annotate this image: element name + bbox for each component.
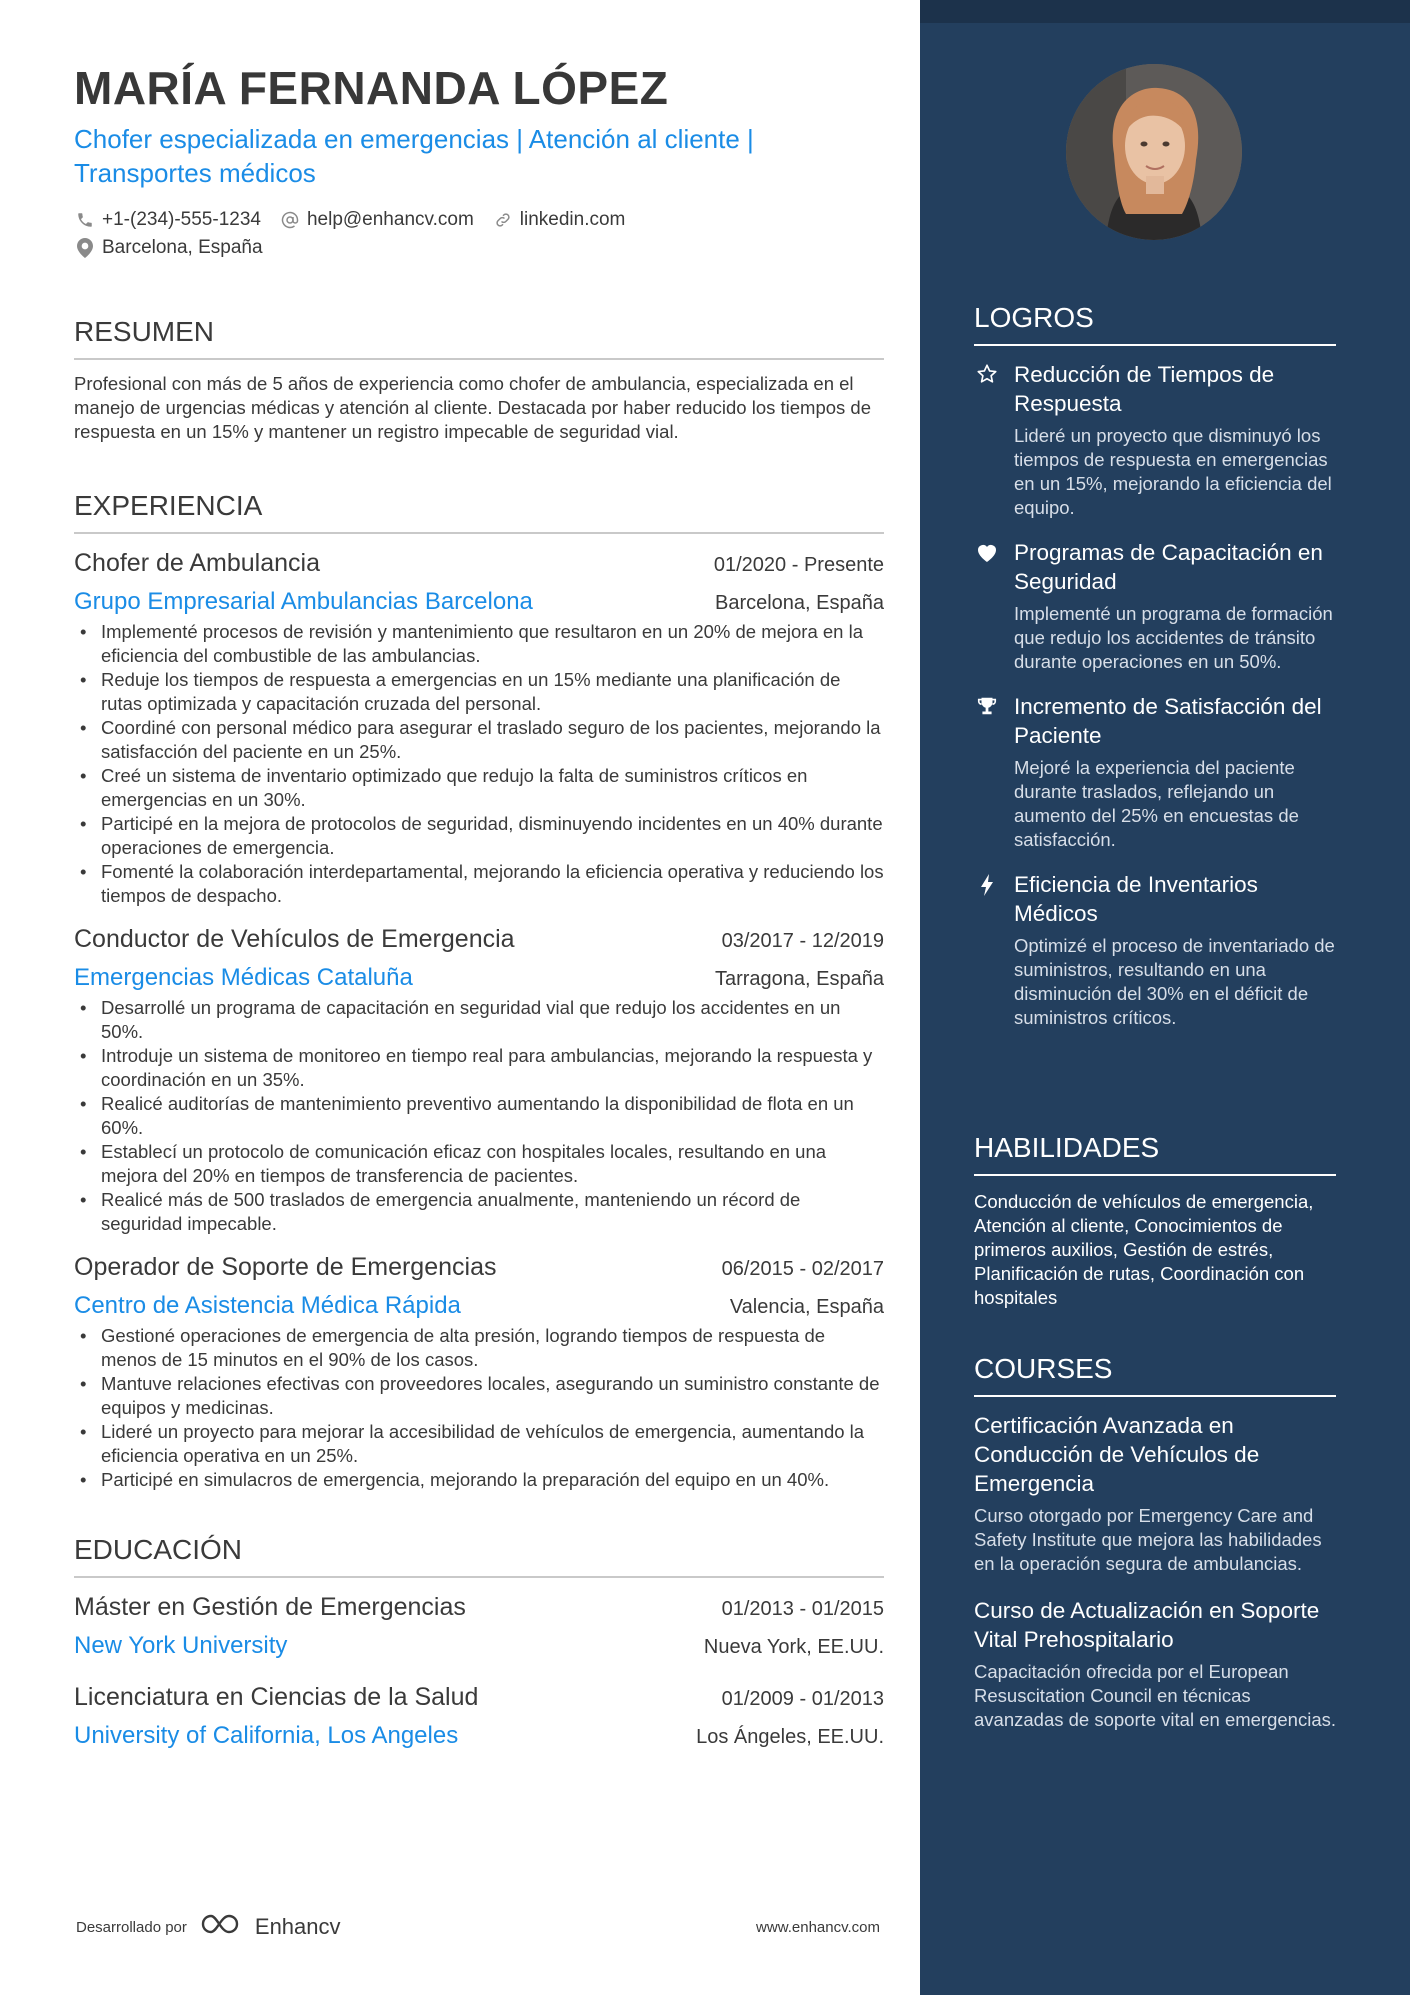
bullet-item: • Participé en simulacros de emergencia, mejorando la preparación del equipo en un 40%. <box>74 1468 884 1492</box>
sidebar-top-bar <box>920 0 1410 23</box>
enhancv-logo-icon <box>199 1912 245 1942</box>
linkedin-text: linkedin.com <box>519 209 626 230</box>
candidate-name: MARÍA FERNANDA LÓPEZ <box>74 62 669 114</box>
phone-icon <box>74 209 96 231</box>
job-location: Tarragona, España <box>714 968 884 990</box>
location-pin-icon <box>74 237 96 259</box>
sidebar <box>920 0 1410 1995</box>
heart-icon <box>974 538 1000 674</box>
link-icon <box>492 209 514 231</box>
education-entry <box>74 1680 884 1752</box>
job-entry <box>74 546 884 908</box>
course-item <box>974 1411 1336 1576</box>
job-company: Grupo Empresarial Ambulancias Barcelona <box>74 588 533 615</box>
bullet-item: • Realicé auditorías de mantenimiento preventivo aumentando la disponibilidad de flota en un 60%. <box>74 1092 884 1140</box>
contact-location <box>74 234 263 262</box>
star-icon <box>974 360 1000 520</box>
edu-school: University of California, Los Angeles <box>74 1722 459 1749</box>
achievement-item <box>974 870 1336 1030</box>
edu-degree: Máster en Gestión de Emergencias <box>74 1593 466 1621</box>
job-company: Emergencias Médicas Cataluña <box>74 964 413 991</box>
brand-name: Enhancv <box>254 1914 341 1939</box>
course-title: Curso de Actualización en Soporte Vital Prehospitalario <box>974 1598 1320 1652</box>
job-entry <box>74 922 884 1236</box>
email-text: help@enhancv.com <box>306 209 474 230</box>
summary-text: Profesional con más de 5 años de experiencia como chofer de ambulancia, especializada en el manejo de urgencias médicas y atención al cliente. Destacada por haber reducido los tiempos de respuesta en un 15% y mantener un registro impecable de seguridad vial. <box>74 373 871 442</box>
edu-location: Nueva York, EE.UU. <box>703 1636 884 1658</box>
edu-location: Los Ángeles, EE.UU. <box>696 1726 884 1748</box>
achievement-title: Incremento de Satisfacción del Paciente <box>1014 694 1322 748</box>
website-link[interactable]: www.enhancv.com <box>756 1918 880 1936</box>
footer <box>76 1912 880 1942</box>
contact-info <box>74 206 884 262</box>
courses-section <box>974 1351 1336 1752</box>
achievement-title: Eficiencia de Inventarios Médicos <box>1014 872 1258 926</box>
bullet-item: • Establecí un protocolo de comunicación eficaz con hospitales locales, resultando en una mejora del 20% en tiempos de transferencia de pacientes. <box>74 1140 884 1188</box>
achievement-desc: Optimizé el proceso de inventariado de suministros, resultando en una disminución del 30% en el déficit de suministros críticos. <box>1014 935 1335 1028</box>
candidate-title: Chofer especializada en emergencias | Atención al cliente | Transportes médicos <box>74 124 754 188</box>
experience-heading: EXPERIENCIA <box>74 488 884 534</box>
job-date: 01/2020 - Presente <box>713 554 884 576</box>
bullet-item: • Reduje los tiempos de respuesta a emergencias en un 15% mediante una planificación de rutas optimizada y capacitación cruzada del personal. <box>74 668 884 716</box>
achievement-desc: Lideré un proyecto que disminuyó los tiempos de respuesta en emergencias en un 15%, mejorando la eficiencia del equipo. <box>1014 425 1332 518</box>
location-text: Barcelona, España <box>102 237 263 258</box>
course-desc: Capacitación ofrecida por el European Resuscitation Council en técnicas avanzadas de soporte vital en emergencias. <box>974 1661 1336 1730</box>
bullet-item: • Lideré un proyecto para mejorar la accesibilidad de vehículos de emergencia, aumentando la eficiencia operativa en un 25%. <box>74 1420 884 1468</box>
bullet-item: • Realicé más de 500 traslados de emergencia anualmente, manteniendo un récord de seguridad impecable. <box>74 1188 884 1236</box>
bullet-item: • Implementé procesos de revisión y mantenimiento que resultaron en un 20% de mejora en la eficiencia del combustible de las ambulancias. <box>74 620 884 668</box>
achievements-section <box>974 300 1336 1048</box>
job-role: Operador de Soporte de Emergencias <box>74 1253 497 1281</box>
at-icon <box>279 209 301 231</box>
job-company: Centro de Asistencia Médica Rápida <box>74 1292 461 1319</box>
trophy-icon <box>974 692 1000 852</box>
bullet-item: • Mantuve relaciones efectivas con proveedores locales, asegurando un suministro constante de equipos y medicinas. <box>74 1372 884 1420</box>
achievement-desc: Implementé un programa de formación que redujo los accidentes de tránsito durante operaciones en un 50%. <box>1014 603 1333 672</box>
job-date: 03/2017 - 12/2019 <box>721 930 884 952</box>
job-role: Chofer de Ambulancia <box>74 549 320 577</box>
achievement-title: Reducción de Tiempos de Respuesta <box>1014 362 1275 416</box>
job-role: Conductor de Vehículos de Emergencia <box>74 925 515 953</box>
education-section <box>74 1532 884 1752</box>
phone-text: +1-(234)-555-1234 <box>102 209 261 230</box>
summary-heading: RESUMEN <box>74 314 884 360</box>
job-bullets <box>74 996 884 1236</box>
education-entry <box>74 1590 884 1662</box>
contact-linkedin[interactable] <box>492 206 626 234</box>
bullet-item: • Coordiné con personal médico para asegurar el traslado seguro de los pacientes, mejorando la satisfacción del paciente en un 25%. <box>74 716 884 764</box>
bullet-item: • Participé en la mejora de protocolos de seguridad, disminuyendo incidentes en un 40% durante operaciones de emergencia. <box>74 812 884 860</box>
powered-by-text: Desarrollado por <box>76 1918 187 1936</box>
bullet-item: • Fomenté la colaboración interdepartamental, mejorando la eficiencia operativa y reduciendo los tiempos de despacho. <box>74 860 884 908</box>
job-date: 06/2015 - 02/2017 <box>721 1258 884 1280</box>
achievement-desc: Mejoré la experiencia del paciente durante traslados, reflejando un aumento del 25% en encuestas de satisfacción. <box>1014 757 1299 850</box>
achievement-item <box>974 692 1336 852</box>
achievements-heading: LOGROS <box>974 300 1336 346</box>
experience-section <box>74 488 884 1492</box>
course-desc: Curso otorgado por Emergency Care and Safety Institute que mejora las habilidades en la operación segura de ambulancias. <box>974 1505 1322 1574</box>
bolt-icon <box>974 870 1000 1030</box>
job-bullets <box>74 1324 884 1492</box>
bullet-item: • Creé un sistema de inventario optimizado que redujo la falta de suministros críticos en emergencias en un 30%. <box>74 764 884 812</box>
bullet-item: • Desarrollé un programa de capacitación en seguridad vial que redujo los accidentes en un 50%. <box>74 996 884 1044</box>
education-heading: EDUCACIÓN <box>74 1532 884 1578</box>
summary-section <box>74 314 884 444</box>
contact-phone[interactable] <box>74 206 261 234</box>
bullet-item: • Gestioné operaciones de emergencia de alta presión, logrando tiempos de respuesta de menos de 15 minutos en el 90% de los casos. <box>74 1324 884 1372</box>
profile-photo <box>1066 64 1242 240</box>
skills-section <box>974 1130 1336 1310</box>
course-item <box>974 1596 1336 1732</box>
edu-degree: Licenciatura en Ciencias de la Salud <box>74 1683 479 1711</box>
achievement-item <box>974 538 1336 674</box>
job-entry <box>74 1250 884 1492</box>
job-bullets <box>74 620 884 908</box>
contact-email[interactable] <box>279 206 474 234</box>
job-location: Barcelona, España <box>714 592 884 614</box>
skills-heading: HABILIDADES <box>974 1130 1336 1176</box>
edu-date: 01/2009 - 01/2013 <box>721 1688 884 1710</box>
edu-date: 01/2013 - 01/2015 <box>721 1598 884 1620</box>
bullet-item: • Introduje un sistema de monitoreo en tiempo real para ambulancias, mejorando la respuesta y coordinación en un 35%. <box>74 1044 884 1092</box>
brand-logo[interactable] <box>199 1912 341 1942</box>
achievement-title: Programas de Capacitación en Seguridad <box>1014 540 1323 594</box>
job-location: Valencia, España <box>729 1296 884 1318</box>
course-title: Certificación Avanzada en Conducción de Vehículos de Emergencia <box>974 1413 1260 1496</box>
courses-heading: COURSES <box>974 1351 1336 1397</box>
achievement-item <box>974 360 1336 520</box>
skills-text: Conducción de vehículos de emergencia, Atención al cliente, Conocimientos de primeros auxilios, Gestión de estrés, Planificación de rutas, Coordinación con hospitales <box>974 1191 1314 1308</box>
edu-school: New York University <box>74 1632 288 1659</box>
